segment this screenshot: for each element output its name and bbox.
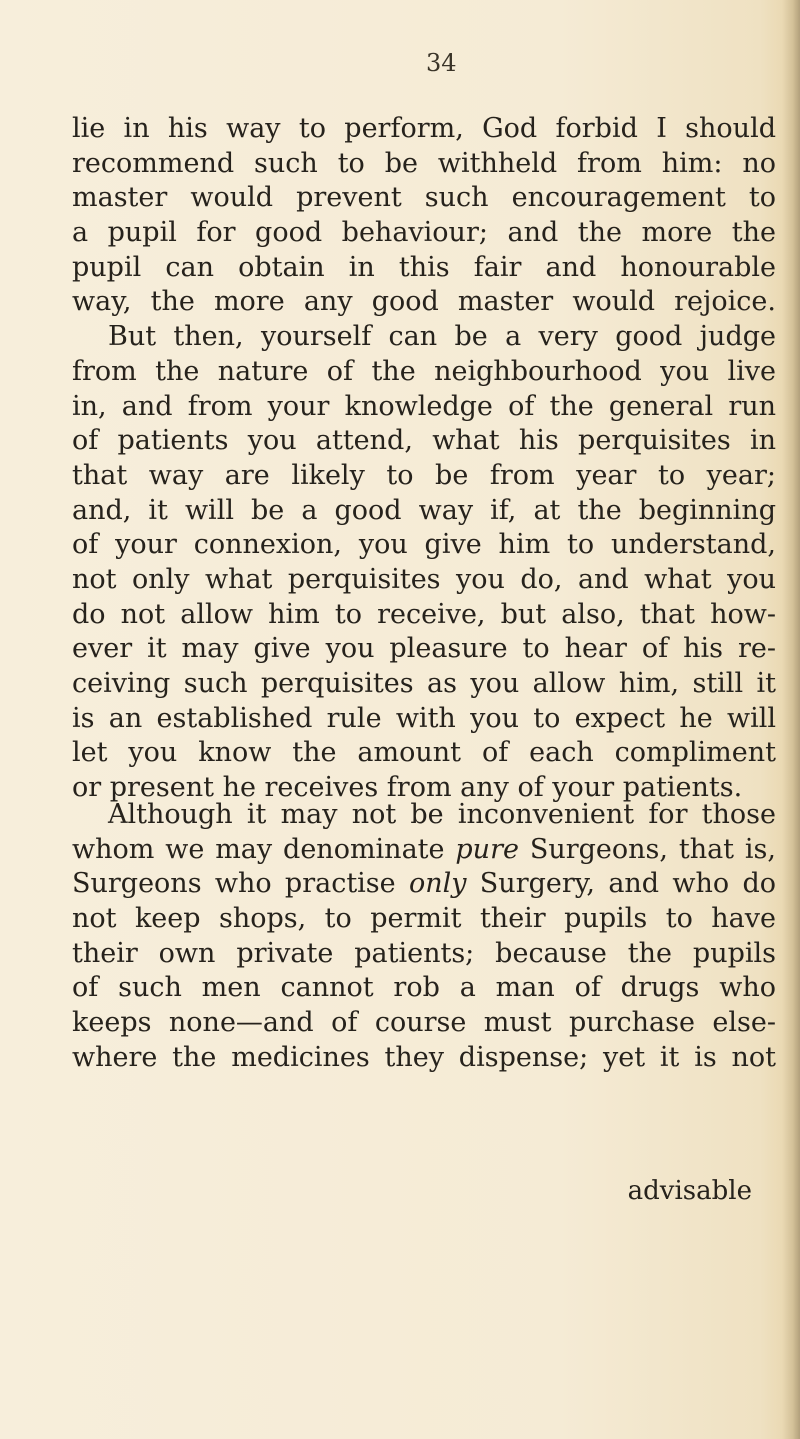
text-line: their own private patients; because the pupils: [72, 937, 776, 969]
text-line: not keep shops, to permit their pupils to have: [72, 903, 776, 935]
text-line: from the nature of the neighbourhood you live: [72, 355, 776, 387]
text-line: [72, 833, 776, 868]
text-line: or present he receives from any of your patients.: [72, 772, 743, 804]
text-line: keeps none—and of course must purchase else-: [72, 1007, 776, 1039]
text-line: way, the more any good master would rejoice.: [72, 286, 776, 318]
paragraph-one: [72, 112, 776, 806]
text-line: ever it may give you pleasure to hear of his re-: [72, 633, 776, 665]
text-run: Surgery, and who do: [466, 868, 776, 900]
text-line: recommend such to be withheld from him: no: [72, 147, 776, 179]
text-line: master would prevent such encouragement to: [72, 182, 776, 214]
italic-word-only: only: [408, 868, 467, 900]
paragraph-two: [72, 798, 776, 1076]
text-line: of such men cannot rob a man of drugs who: [72, 972, 776, 1004]
text-line: where the medicines they dispense; yet it is not: [72, 1041, 776, 1073]
text-run: Surgeons, that is,: [518, 833, 776, 865]
italic-word-pure: pure: [455, 833, 519, 865]
page-edge-shadow: [782, 0, 800, 1439]
text-line: in, and from your knowledge of the general run: [72, 390, 776, 422]
text-line: of patients you attend, what his perquisites in: [72, 425, 776, 457]
text-line: pupil can obtain in this fair and honourable: [72, 251, 776, 283]
text-line: that way are likely to be from year to year;: [72, 459, 776, 491]
text-line: is an established rule with you to expect he will: [72, 702, 776, 734]
text-line: lie in his way to perform, God forbid I should: [72, 113, 776, 144]
text-line: and, it will be a good way if, at the beginning: [72, 494, 776, 526]
text-line: a pupil for good behaviour; and the more the: [72, 217, 776, 249]
text-run: whom we may denominate: [72, 833, 456, 865]
text-line: But then, yourself can be a very good judge: [108, 321, 776, 353]
text-line: not only what perquisites you do, and what you: [72, 563, 776, 595]
text-run: Surgeons who practise: [72, 868, 409, 900]
text-line: Although it may not be inconvenient for those: [108, 799, 776, 830]
text-line: let you know the amount of each compliment: [72, 737, 776, 769]
text-line: ceiving such perquisites as you allow him, still it: [72, 668, 776, 699]
catchword: advisable: [627, 1176, 752, 1206]
text-line: do not allow him to receive, but also, that how-: [72, 598, 776, 630]
text-line: [72, 867, 776, 902]
text-line: of your connexion, you give him to understand,: [72, 529, 776, 561]
page-number: 34: [426, 49, 457, 77]
